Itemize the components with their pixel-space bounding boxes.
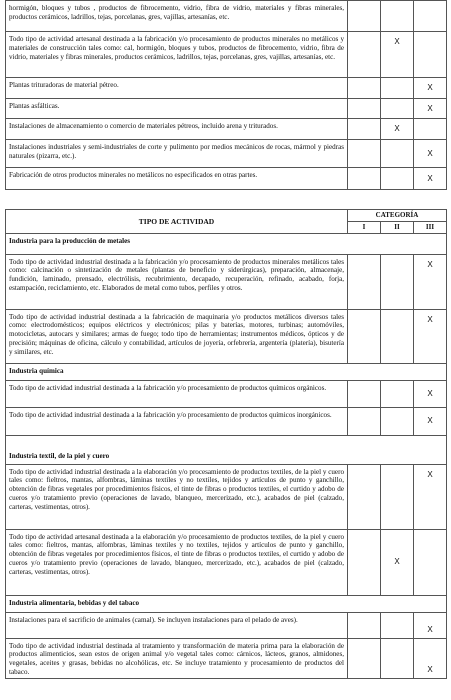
table-row — [6, 119, 447, 140]
activity-description: Todo tipo de actividad industrial destinada a la fabricación y/o procesamiento de productos químicos inorgánicos. — [6, 407, 348, 435]
section-row — [6, 363, 447, 380]
section-row — [6, 233, 447, 254]
table-row — [6, 32, 447, 78]
category-i-cell — [348, 407, 381, 435]
table-row — [6, 1, 447, 32]
activity-category-table — [5, 209, 447, 679]
category-ii-cell — [381, 99, 414, 119]
activity-description: Todo tipo de actividad industrial destinada a la elaboración y/o procesamiento de productos textiles, de la piel y cuero tales como: fieltros, mantas, alfombras, láminas textiles y no textiles, tejidos y artículos de punto y ganchillo, obtención de fibras vegetales por procedimientos físicos, el tinte de fibras o productos textiles, el curtido y adobo de cueros y/o tratamiento previo (operaciones de lavado, blanqueo, mercerizado, etc.), acabados de piel (calzado, carteras, vestimentas, otros). — [6, 464, 348, 529]
section-title-quimica: Industria química — [6, 363, 447, 380]
category-i-cell — [348, 78, 381, 99]
table-row — [6, 99, 447, 119]
category-i-cell — [348, 32, 381, 78]
category-i-cell — [348, 1, 381, 32]
activity-description: Todo tipo de actividad industrial destinada al tratamiento y transformación de materia prima para la elaboración de productos alimenticios, sean estos de origen animal y/o vegetal tales como: cárnicos, lácteos, granos, almidones, vegetales, aceites y grasas, bebidas no alcohólicas, etc. Se incluye tratamiento y procesamiento de productos del tabaco. — [6, 638, 348, 678]
category-i-cell — [348, 119, 381, 140]
category-iii-cell: X — [414, 140, 447, 168]
section-row — [6, 435, 447, 464]
category-iii-cell: X — [414, 309, 447, 363]
category-iii-cell: X — [414, 407, 447, 435]
category-ii-cell — [381, 464, 414, 529]
table-row — [6, 254, 447, 309]
category-i-cell — [348, 464, 381, 529]
category-ii-cell — [381, 78, 414, 99]
category-ii-cell — [381, 168, 414, 190]
category-ii-cell — [381, 1, 414, 32]
category-iii-cell: X — [414, 638, 447, 678]
category-ii-cell — [381, 140, 414, 168]
category-i-cell — [348, 254, 381, 309]
category-i-cell — [348, 380, 381, 407]
section-title-metales: Industria para la producción de metales — [6, 233, 447, 254]
category-iii-cell: X — [414, 168, 447, 190]
category-ii-cell — [381, 380, 414, 407]
category-header: CATEGORÍA — [348, 210, 447, 222]
category-i-cell — [348, 99, 381, 119]
category-iii-cell: X — [414, 380, 447, 407]
section-title-alimentaria: Industria alimentaria, bebidas y del tabaco — [6, 595, 447, 612]
category-iii-cell: X — [414, 99, 447, 119]
category-i-cell — [348, 529, 381, 595]
category-iii-cell — [414, 1, 447, 32]
activity-description: Fabricación de otros productos minerales no metálicos no especificados en otras partes. — [6, 168, 348, 190]
table-row — [6, 380, 447, 407]
activity-description: hormigón, bloques y tubos , productos de fibrocemento, vidrio, fibra de vidrio, materiales y fibras minerales, productos cerámicos, ladrillos, tejas, porcelanas, gres, vajillas, artesanías, etc. — [6, 1, 348, 32]
category-i-cell — [348, 612, 381, 638]
activity-description: Todo tipo de actividad industrial destinada a la fabricación y/o procesamiento de productos químicos orgánicos. — [6, 380, 348, 407]
category-ii-cell — [381, 407, 414, 435]
category-i-header: I — [348, 221, 381, 233]
table-row — [6, 464, 447, 529]
activity-description: Todo tipo de actividad industrial destinada a la fabricación de maquinaria y/o productos metálicos diversos tales como: electrodomésticos; equipos eléctricos y electrónicos; pilas y baterías, motores, turbinas; automóviles, motocicletas, autocars y similares; armas de fuego; todo tipo de herramientas; instrumentos médicos, ópticos y de precisión; máquinas de oficina, cálculo y contabilidad, artículos de joyería, orfebrería, argentería (platería), bisutería y similares, etc. — [6, 309, 348, 363]
category-iii-cell: X — [414, 612, 447, 638]
table-row — [6, 529, 447, 595]
category-iii-cell: X — [414, 464, 447, 529]
category-i-cell — [348, 168, 381, 190]
activity-description: Instalaciones para el sacrificio de animales (camal). Se incluyen instalaciones para el pelado de aves). — [6, 612, 348, 638]
category-i-cell — [348, 638, 381, 678]
category-ii-cell — [381, 612, 414, 638]
activity-description: Todo tipo de actividad artesanal destinada a la fabricación y/o procesamiento de productos minerales no metálicos y materiales de construcción tales como: cal, hormigón, bloques y tubos, productos de fibrocemento, vidrio, fibra de vidrio, materiales y fibras minerales, productos cerámicos, ladrillos, tejas, porcelanas, gres, vajillas, artesanías, etc. — [6, 32, 348, 78]
activity-description: Instalaciones industriales y semi-industriales de corte y pulimento por medios mecánicos de rocas, mármol y piedras naturales (pizarra, etc.). — [6, 140, 348, 168]
category-ii-cell — [381, 254, 414, 309]
category-ii-cell: X — [381, 119, 414, 140]
category-iii-cell: X — [414, 254, 447, 309]
activity-type-header: TIPO DE ACTIVIDAD — [6, 210, 348, 234]
category-ii-cell — [381, 309, 414, 363]
table-row — [6, 309, 447, 363]
table-row — [6, 78, 447, 99]
category-i-cell — [348, 309, 381, 363]
category-iii-cell: X — [414, 78, 447, 99]
category-iii-cell — [414, 32, 447, 78]
activity-description: Instalaciones de almacenamiento o comercio de materiales pétreos, incluido arena y triturados. — [6, 119, 348, 140]
table-row — [6, 612, 447, 638]
section-title-textil: Industria textil, de la piel y cuero — [6, 435, 447, 464]
table-row — [6, 638, 447, 678]
section-row — [6, 595, 447, 612]
category-i-cell — [348, 140, 381, 168]
table-row — [6, 407, 447, 435]
category-ii-cell: X — [381, 32, 414, 78]
category-ii-cell: X — [381, 529, 414, 595]
category-ii-header: II — [381, 221, 414, 233]
top-activity-table — [5, 0, 447, 190]
category-ii-cell — [381, 638, 414, 678]
activity-description: Todo tipo de actividad artesanal destinada a la elaboración y/o procesamiento de productos textiles, de la piel y cuero tales como: fieltros, mantas, alfombras, láminas textiles y no textiles, tejidos y artículos de punto y ganchillo, obtención de fibras vegetales por procedimientos físicos, el tinte de fibras o productos textiles, el curtido y adobo de cueros y/o tratamiento previo (operaciones de lavado, blanqueo, mercerizado, etc.), acabados de piel (calzado, carteras, vestimentas, otros). — [6, 529, 348, 595]
category-iii-cell — [414, 529, 447, 595]
category-iii-header: III — [414, 221, 447, 233]
category-iii-cell — [414, 119, 447, 140]
table-row — [6, 140, 447, 168]
activity-description: Plantas asfálticas. — [6, 99, 348, 119]
table-row — [6, 168, 447, 190]
activity-description: Todo tipo de actividad industrial destinada a la fabricación y/o procesamiento de productos minerales metálicos tales como: calcinación o sintetización de metales (plantas de beneficio y siderúrgicas), preparación, almacenaje, fundición, laminado, prensado, electrólisis, recubrimiento, decapado, recuperación, refinado, acabado, forja, estampación, reciclamiento, etc. Elaborados de metal como tubos, perfiles y otros. — [6, 254, 348, 309]
activity-description: Plantas trituradoras de material pétreo. — [6, 78, 348, 99]
